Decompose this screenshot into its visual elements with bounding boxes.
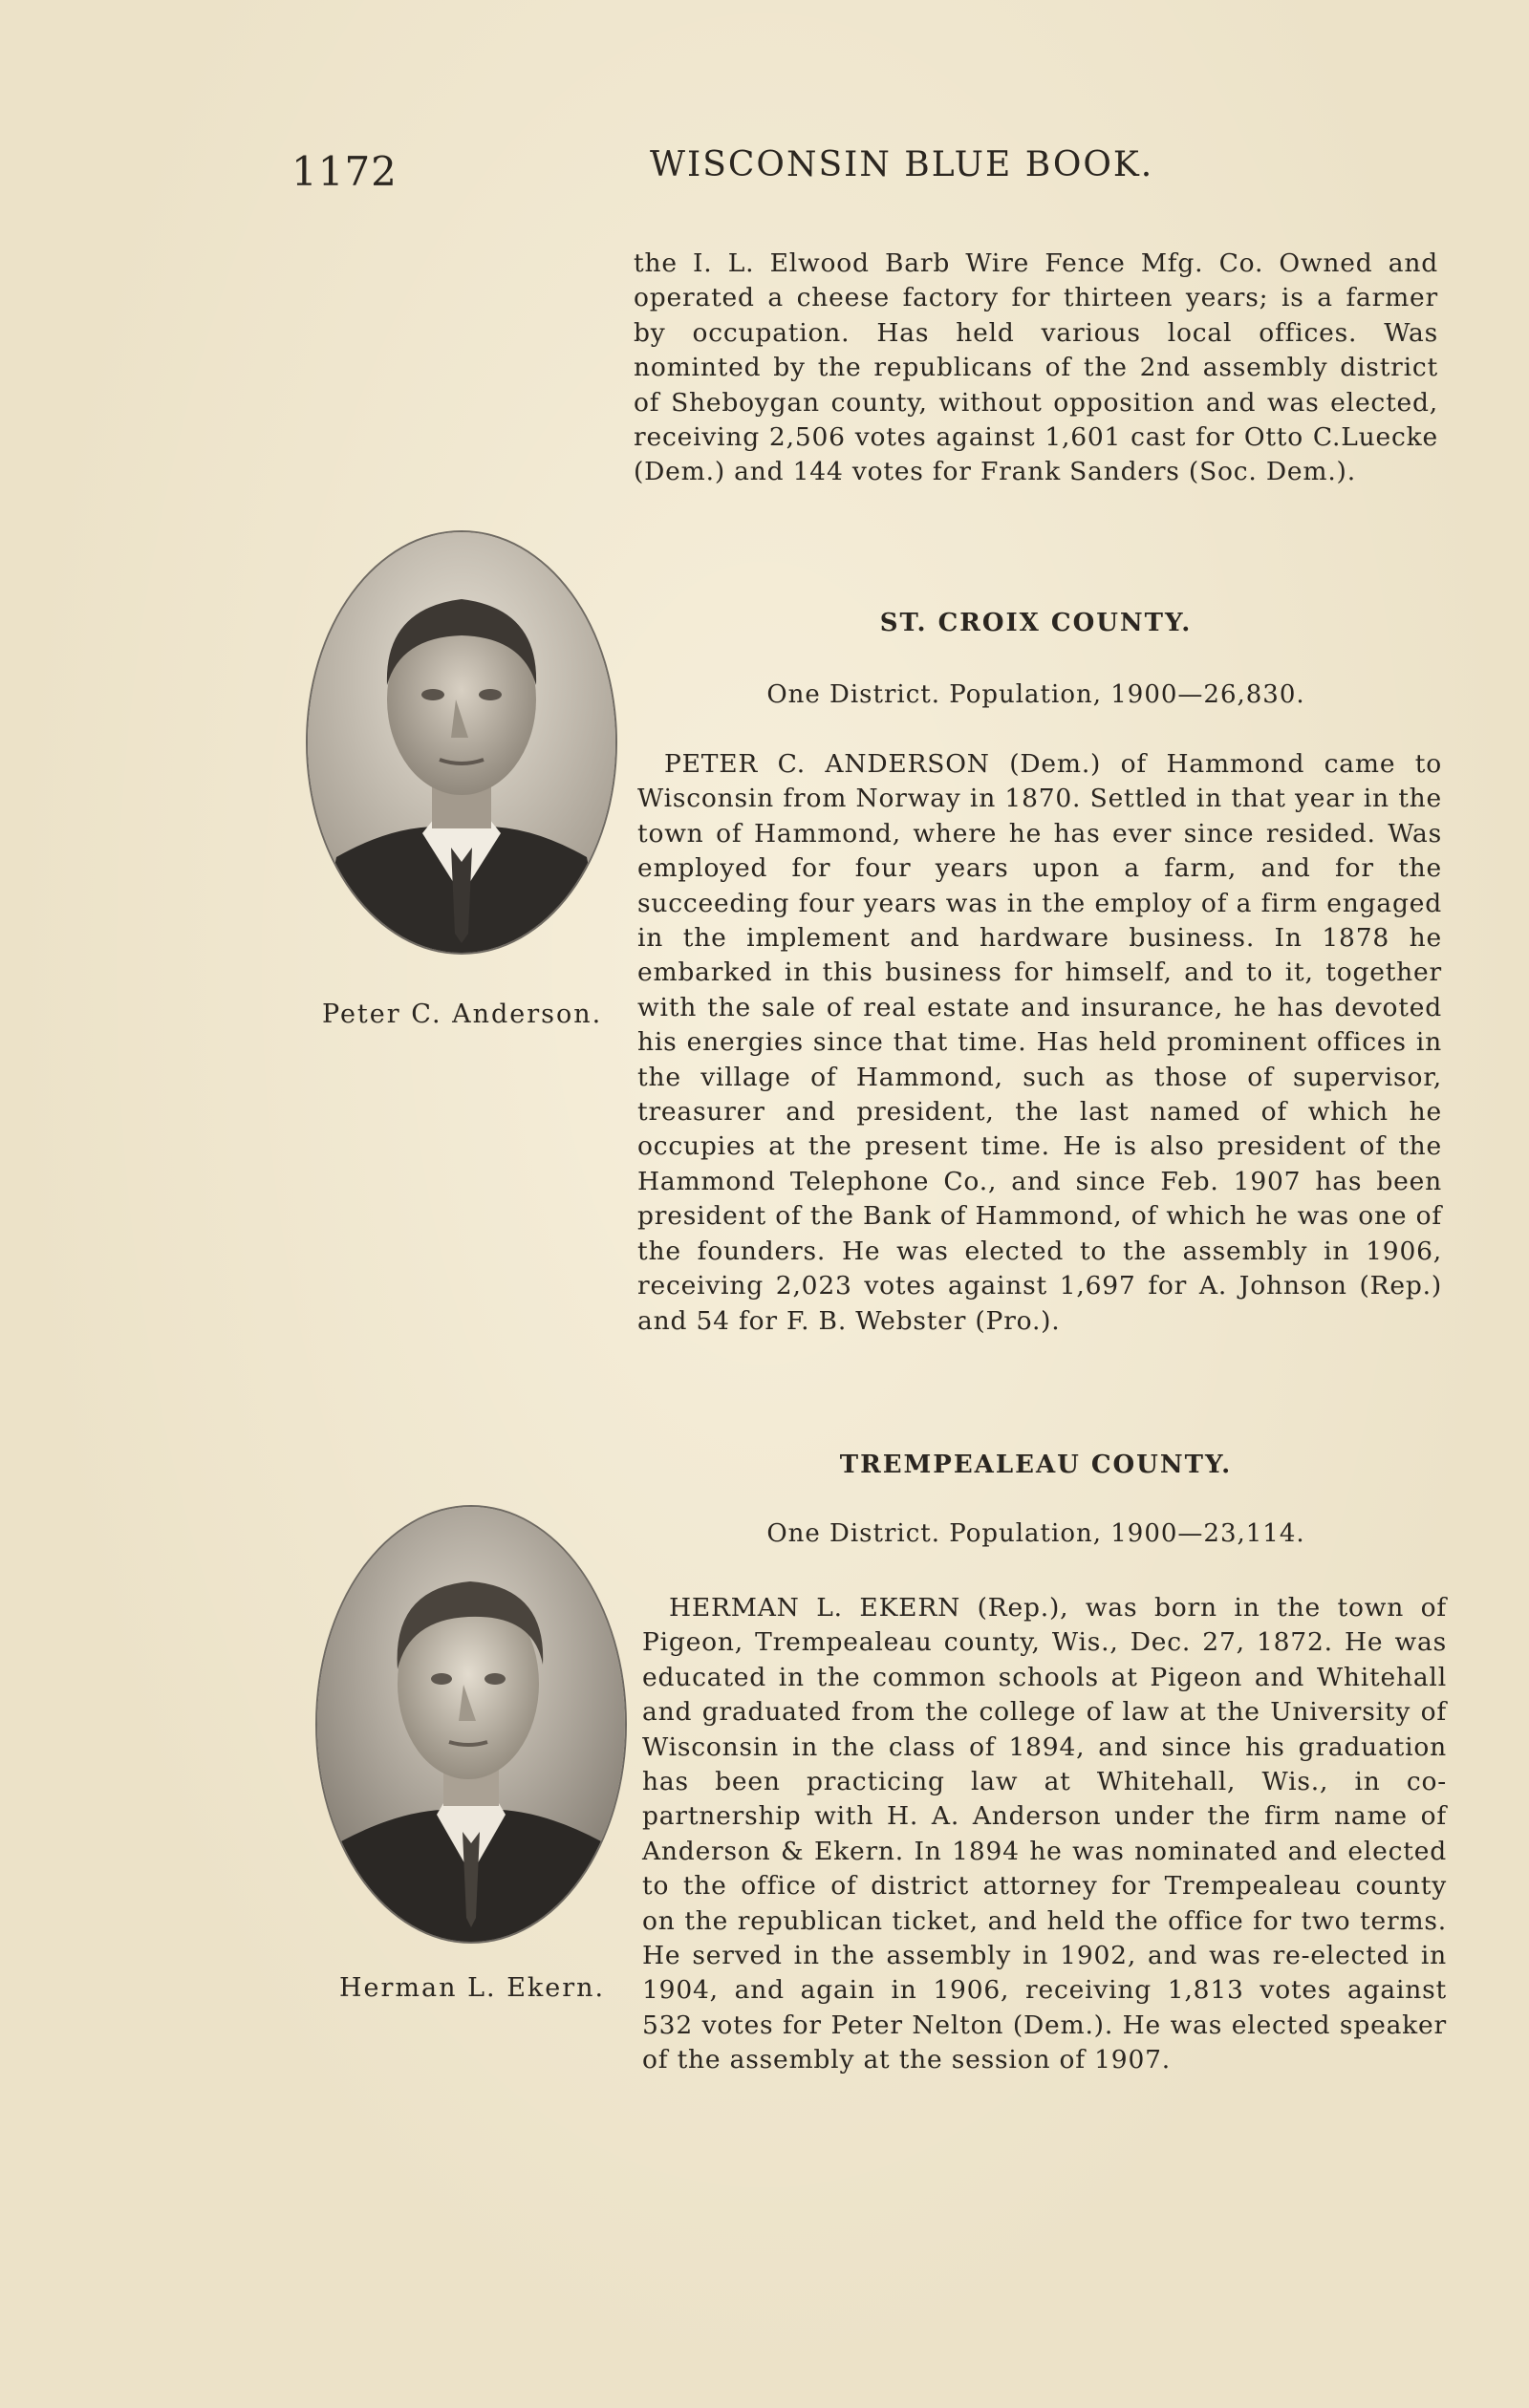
section-subheading-st-croix: One District. Population, 1900—26,830. (766, 680, 1305, 709)
biography-peter-c-anderson: PETER C. ANDERSON (Dem.) of Hammond came to Wisconsin from Norway in 1870. Settled in that year in the town of Hammond, where he has ever since resided. Was employed for four years upon a farm, and for the succeeding four years was in the employ of a firm engaged in the implement and hardware business. In 1878 he embarked in this business for himself, and to it, together with the sale of real estate and insurance, he has devoted his energies since that time. Has held prominent offices in the village of Hammond, such as those of supervisor, treasurer and president, the last named of which he occupies at the present time. He is also president of the Hammond Telephone Co., and since Feb. 1907 has been president of the Bank of Hammond, of which he was one of the founders. He was elected to the assembly in 1906, receiving 2,023 votes against 1,697 for A. Johnson (Rep.) and 54 for F. B. Webster (Pro.). (637, 749, 1442, 1336)
portrait-peter-c-anderson (306, 530, 617, 955)
portrait-caption-ekern: Herman L. Ekern. (339, 1973, 606, 2003)
biography-herman-l-ekern: HERMAN L. EKERN (Rep.), was born in the town of Pigeon, Trempealeau county, Wis., Dec. 27, 1872. He was educated in the common schools at Pigeon and Whitehall and graduated from the college of law at the University of Wisconsin in the class of 1894, and since his graduation has been practicing law at Whitehall, Wis., in co-partnership with H. A. Anderson under the firm name of Anderson & Ekern. In 1894 he was nominated and elected to the office of district attorney for Trempealeau county on the republican ticket, and held the office for two terms. He served in the assembly in 1902, and was re-elected in 1904, and again in 1906, receiving 1,813 votes against 532 votes for Peter Nelton (Dem.). He was elected speaker of the assembly at the session of 1907. (642, 1593, 1447, 2075)
section-heading-trempealeau: TREMPEALEAU COUNTY. (839, 1451, 1233, 1479)
page-number: 1172 (291, 148, 398, 195)
section-heading-st-croix: ST. CROIX COUNTY. (879, 609, 1193, 637)
continuation-paragraph: the I. L. Elwood Barb Wire Fence Mfg. Co. Owned and operated a cheese factory for thirteen years; is a farmer by occupation. Has held various local offices. Was nominted by the republicans of the 2nd assembly district of Sheboygan county, without opposition and was elected, receiving 2,506 votes against 1,601 cast for Otto C.Luecke (Dem.) and 144 votes for Frank Sanders (Soc. Dem.). (634, 248, 1438, 487)
portrait-herman-l-ekern (315, 1505, 627, 1944)
section-subheading-trempealeau: One District. Population, 1900—23,114. (766, 1519, 1305, 1548)
portrait-caption-anderson: Peter C. Anderson. (322, 1000, 603, 1029)
running-head: WISCONSIN BLUE BOOK. (650, 145, 1154, 184)
